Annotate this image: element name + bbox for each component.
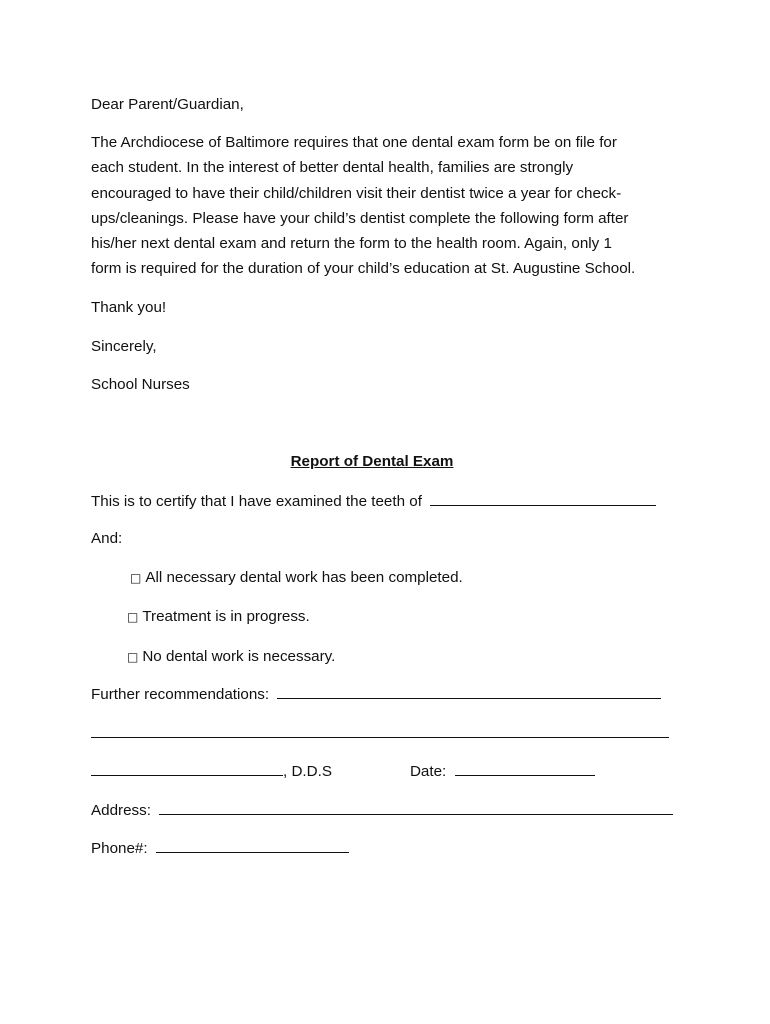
body-line: ups/cleanings. Please have your child’s dentist complete the following form after: [91, 210, 629, 227]
recommendations-field[interactable]: [277, 684, 661, 699]
date-field[interactable]: [455, 761, 595, 776]
address-label: Address:: [91, 802, 151, 819]
dentist-signature-field[interactable]: [91, 761, 283, 776]
option-work-completed[interactable]: [130, 568, 463, 588]
student-name-field[interactable]: [430, 491, 656, 506]
body-line: encouraged to have their child/children visit their dentist twice a year for check-: [91, 185, 622, 202]
phone-row: [91, 838, 349, 859]
recommendations-label: Further recommendations:: [91, 686, 270, 703]
body-line: form is required for the duration of your child’s education at St. Augustine School.: [91, 260, 636, 277]
checkbox-icon[interactable]: □: [130, 571, 142, 585]
signature: School Nurses: [91, 376, 190, 393]
option-label: No dental work is necessary.: [142, 648, 336, 665]
recommendations-row: [91, 684, 661, 705]
date-label: Date:: [409, 763, 447, 780]
checkbox-icon[interactable]: □: [127, 610, 139, 624]
and-label: And:: [91, 530, 123, 547]
body-line: his/her next dental exam and return the form to the health room. Again, only 1: [91, 235, 612, 252]
checkbox-icon[interactable]: □: [127, 650, 139, 664]
option-treatment-in-progress[interactable]: [127, 607, 310, 627]
recommendations-field-line-2[interactable]: [91, 723, 669, 738]
certify-row: [91, 491, 656, 512]
option-no-work-needed[interactable]: [127, 647, 335, 667]
address-field[interactable]: [159, 800, 673, 815]
thank-you: Thank you!: [91, 299, 167, 316]
phone-label: Phone#:: [91, 840, 148, 857]
dds-label: , D.D.S: [283, 763, 332, 780]
certify-label: This is to certify that I have examined the teeth of: [91, 493, 422, 510]
dentist-row: [91, 761, 595, 782]
phone-field[interactable]: [156, 838, 349, 853]
option-label: All necessary dental work has been completed.: [145, 569, 463, 586]
recommendations-continued-row: [91, 723, 669, 744]
closing: Sincerely,: [91, 338, 157, 355]
body-line: The Archdiocese of Baltimore requires that one dental exam form be on file for: [91, 134, 617, 151]
address-row: [91, 800, 673, 821]
greeting: Dear Parent/Guardian,: [91, 96, 244, 113]
body-line: each student. In the interest of better dental health, families are strongly: [91, 159, 574, 176]
report-title: Report of Dental Exam: [290, 453, 454, 470]
option-label: Treatment is in progress.: [142, 608, 310, 625]
